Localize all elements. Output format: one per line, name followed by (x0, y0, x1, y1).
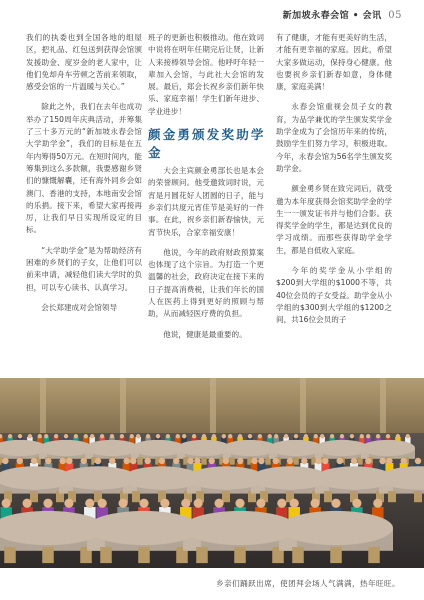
paragraph: “大学助学金”是为帮助经济有困难的乡贤们的子女，让他们可以前来申请，减轻他们读大学时的负担，可以专心读书、认真学习。 (26, 245, 142, 292)
guest-head (315, 458, 321, 464)
guest-head (337, 458, 343, 464)
guest-head (379, 458, 385, 464)
guest-head (110, 434, 114, 438)
chair (229, 457, 235, 465)
guest-head (2, 458, 8, 464)
guest-head (406, 434, 410, 438)
guest-head (248, 434, 252, 438)
guest-head (320, 434, 324, 438)
guest-head (43, 499, 52, 508)
guest-head (360, 434, 364, 438)
guest-head (258, 458, 264, 464)
paragraph: 有了健康，才能有更美好的生活，才能有更幸福的家庭。因此，希望大家多做运动，保持身心健康。他也要祝乡亲们新春如意，身体健康，家庭美满！ (276, 33, 392, 92)
guest-head (187, 458, 193, 464)
guest-head (173, 458, 179, 464)
guest-head (44, 434, 48, 438)
guest-head (331, 499, 340, 508)
guest-head (194, 458, 200, 464)
guest-head (130, 458, 136, 464)
guest-head (81, 458, 87, 464)
paragraph: 班子的更新也积极推动。他在致词中说将在明年任期完后让贤，让新人来接棒领导会馆。他呼吁年轻一辈加入会馆，与此社大会馆的发展。最后，郑会长祝乡亲们新年快乐、家庭幸福！学生们新年进步、学业进步！ (148, 33, 264, 116)
guest-head (54, 434, 58, 438)
guest-head (314, 434, 318, 438)
guest-head (192, 434, 196, 438)
guest-head (223, 458, 229, 464)
chair (330, 547, 342, 563)
chair (196, 547, 208, 563)
guest-head (156, 434, 160, 438)
guest-head (145, 458, 151, 464)
photo-caption: 乡亲们踊跃出席，使团拜会场人气满满，热年旺旺。 (216, 579, 400, 588)
guest-head (2, 499, 11, 508)
guest-head (228, 434, 232, 438)
paragraph: 永春会馆重视会员子女的教育，为品学兼优的学生颁发奖学金助学金成为了会馆历年来的传统，鼓励学生们努力学习，积极进取。今年，永春会馆为56名学生颁发奖助学金。 (276, 102, 392, 173)
guest-head (100, 434, 104, 438)
guest-head (273, 458, 279, 464)
guest-head (166, 434, 170, 438)
guest-head (256, 499, 265, 508)
guest-head (212, 434, 216, 438)
guest-head (23, 499, 32, 508)
guest-head (130, 434, 134, 438)
chair (137, 457, 143, 465)
banquet-photo (0, 378, 424, 568)
chair (42, 547, 54, 563)
chair (138, 547, 150, 563)
guest-head (340, 434, 344, 438)
guest-head (268, 434, 272, 438)
guest-head (274, 434, 278, 438)
guest-head (119, 499, 128, 508)
guest-head (120, 434, 124, 438)
guest-head (222, 434, 226, 438)
chair (100, 547, 112, 563)
chair (132, 491, 140, 502)
guest-head (373, 499, 382, 508)
guest-head (351, 458, 357, 464)
page-header (200, 8, 402, 22)
chair (293, 457, 299, 465)
guest-head (294, 434, 298, 438)
banquet-photo-illustration (0, 378, 424, 568)
guest-head (401, 458, 407, 464)
guest-head (18, 434, 22, 438)
guest-head (365, 458, 371, 464)
guest-head (90, 434, 94, 438)
newsletter-title: 新加坡永春会馆 • 会讯 (282, 11, 382, 21)
guest-head (215, 499, 224, 508)
chair (292, 547, 304, 563)
guest-head (64, 434, 68, 438)
guest-head (64, 499, 73, 508)
guest-head (415, 458, 421, 464)
guest-head (98, 499, 107, 508)
paragraph: 大会主宾颜金勇部长也是本会的荣誉顾问。他受邀致词时说，元宵是月圆花好人团圆的日子，能与乡亲们共度元宵佳节是美好的一件事。在此，祝乡亲们新春愉快，元宵节快乐，合家幸福安康！ (148, 166, 264, 237)
guest-head (84, 434, 88, 438)
chair (4, 547, 16, 563)
guest-head (8, 434, 12, 438)
guest-head (350, 434, 354, 438)
guest-head (194, 499, 203, 508)
guest-head (74, 434, 78, 438)
chair (368, 547, 380, 563)
guest-head (366, 434, 370, 438)
guest-head (290, 499, 299, 508)
section-headline: 颜金勇颁发奖助学金 (148, 127, 264, 160)
guest-head (235, 499, 244, 508)
guest-head (182, 434, 186, 438)
guest-head (146, 434, 150, 438)
guest-head (95, 458, 101, 464)
guest-head (287, 458, 293, 464)
guest-head (31, 458, 37, 464)
guest-head (176, 434, 180, 438)
guest-head (301, 458, 307, 464)
article-column-1 (26, 32, 142, 322)
chair (388, 491, 396, 502)
guest-head (238, 434, 242, 438)
guest-head (311, 499, 320, 508)
guest-head (304, 434, 308, 438)
guest-head (123, 458, 129, 464)
chair (30, 491, 38, 502)
guest-head (284, 434, 288, 438)
article-column-2 (148, 32, 264, 349)
guest-head (38, 434, 42, 438)
chair (201, 457, 207, 465)
guest-head (159, 458, 165, 464)
guest-head (352, 499, 361, 508)
paragraph: 我们的执委也到全国各地的组屋区，把礼品、红包送到获得会馆颁发援助金、度岁金的老人家中，让他们免却舟车劳顿之苦前来领取，感受会馆的一片温暖与关心。” (26, 33, 142, 92)
chair (324, 491, 332, 502)
paragraph: 今年的奖学金从小学组的$200到大学组的$1000不等，共40位会员的子女受益。助学金从小学组的$300到大学组的$1200之间，共16位会员的子 (276, 266, 392, 325)
guest-head (59, 458, 65, 464)
paragraph: 会长郑建成对会馆领导 (41, 302, 118, 312)
guest-head (202, 434, 206, 438)
chair (414, 491, 422, 502)
paragraph: 颜金勇乡贤在致完词后，就受邀为本年度获得会馆奖助学金的学生一一颁发证书并与他们合影。获得奖学金的学生，都是达到优良的学习成绩。而那些获得助学金学生，都是自低收入家庭。 (276, 184, 392, 255)
guest-head (376, 434, 380, 438)
page-number: 05 (388, 10, 402, 21)
chair (234, 547, 246, 563)
paragraph: 除此之外，我们在去年也成功举办了150周年庆典活动，并筹集了三十多万元的“新加坡永春会馆大学助学金”，我们的目标是在五年内筹得50万元。在短时间内，能筹集到这么多款额，我要感谢乡贤们的慷慨解囊，还有海外同乡会如澳门、香港的支持，本地南安会馆的乐捐。接下来，希望大家再接再厉，让我们早日实现所设定的目标。 (26, 102, 142, 235)
guest-head (251, 458, 257, 464)
guest-head (277, 499, 286, 508)
guest-head (17, 458, 23, 464)
guest-head (396, 434, 400, 438)
paragraph: 他说，今年的政府财政预算案也体现了这个宗旨。为打造一个更温馨的社会，政府决定在接下来的日子提高消费税，让我们年长的国人在医药上得到更好的照顾与帮助，从而减轻医疗费的负担。 (148, 247, 264, 319)
guest-head (160, 499, 169, 508)
paragraph: 他说，健康是最重要的。 (163, 329, 247, 339)
guest-head (85, 499, 94, 508)
guest-head (209, 458, 215, 464)
guest-head (139, 499, 148, 508)
guest-head (109, 458, 115, 464)
guest-head (28, 434, 32, 438)
guest-head (386, 434, 390, 438)
chair (222, 491, 230, 502)
guest-head (258, 434, 262, 438)
guest-head (66, 458, 72, 464)
guest-head (237, 458, 243, 464)
guest-head (136, 434, 140, 438)
guest-head (386, 458, 392, 464)
guest-head (45, 458, 51, 464)
guest-head (181, 499, 190, 508)
guest-head (330, 434, 334, 438)
article-column-3 (276, 32, 392, 335)
guest-head (322, 458, 328, 464)
